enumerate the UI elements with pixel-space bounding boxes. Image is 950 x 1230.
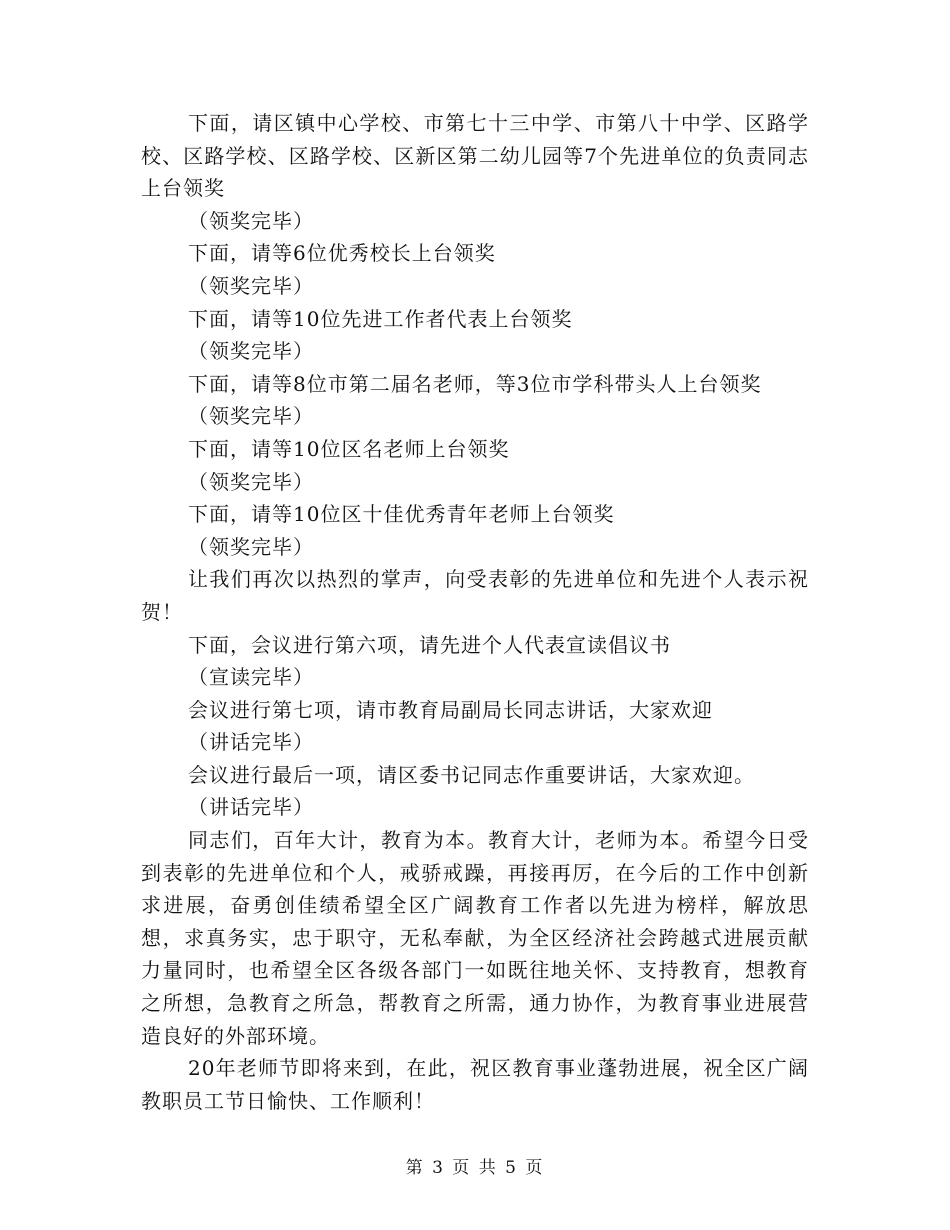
paragraph: 下面，请等6位优秀校长上台领奖 xyxy=(188,241,496,266)
paragraph: （讲话完毕） xyxy=(188,795,314,820)
paragraph: 下面，请区镇中心学校、市第七十三中学、市第八十中学、区路学校、区路学校、区路学校、区新区第二幼儿园等7个先进单位的负责同志上台领奖 xyxy=(141,111,809,201)
paragraph: （领奖完毕） xyxy=(188,273,314,298)
paragraph: 20年老师节即将来到，在此，祝区教育事业蓬勃进展，祝全区广阔教职员工节日愉快、工作顺利！ xyxy=(141,1056,809,1113)
paragraph: （讲话完毕） xyxy=(188,730,314,755)
paragraph: 下面，请等10位区名老师上台领奖 xyxy=(188,436,510,461)
paragraph: 下面，请等10位先进工作者代表上台领奖 xyxy=(188,306,573,331)
paragraph: （领奖完毕） xyxy=(188,339,314,364)
paragraph: 让我们再次以热烈的掌声，向受表彰的先进单位和先进个人表示祝贺！ xyxy=(141,567,809,624)
paragraph: 同志们，百年大计，教育为本。教育大计，老师为本。希望今日受到表彰的先进单位和个人，戒骄戒躁，再接再厉，在今后的工作中创新求进展，奋勇创佳绩希望全区广阔教育工作者以先进为榜样，解放思想，求真务实，忠于职守，无私奉献，为全区经济社会跨越式进展贡献力量同时，也希望全区各级各部门一如既往地关怀、支持教育，想教育之所想，急教育之所急，帮教育之所需，通力协作，为教育事业进展营造良好的外部环境。 xyxy=(141,828,809,1048)
paragraph: （领奖完毕） xyxy=(188,404,314,429)
paragraph: （宣读完毕） xyxy=(188,665,314,690)
paragraph: 下面，请等10位区十佳优秀青年老师上台领奖 xyxy=(188,502,615,527)
document-body xyxy=(141,107,809,1117)
paragraph: 会议进行最后一项，请区委书记同志作重要讲话，大家欢迎。 xyxy=(188,762,755,787)
paragraph: （领奖完毕） xyxy=(188,469,314,494)
paragraph: （领奖完毕） xyxy=(188,534,314,559)
paragraph: （领奖完毕） xyxy=(188,208,314,233)
paragraph: 会议进行第七项，请市教育局副局长同志讲话，大家欢迎 xyxy=(188,697,713,722)
paragraph: 下面，请等8位市第二届名老师，等3位市学科带头人上台领奖 xyxy=(188,371,762,396)
paragraph: 下面，会议进行第六项，请先进个人代表宣读倡议书 xyxy=(188,632,671,657)
page-number-footer: 第 3 页 共 5 页 xyxy=(405,1158,545,1178)
